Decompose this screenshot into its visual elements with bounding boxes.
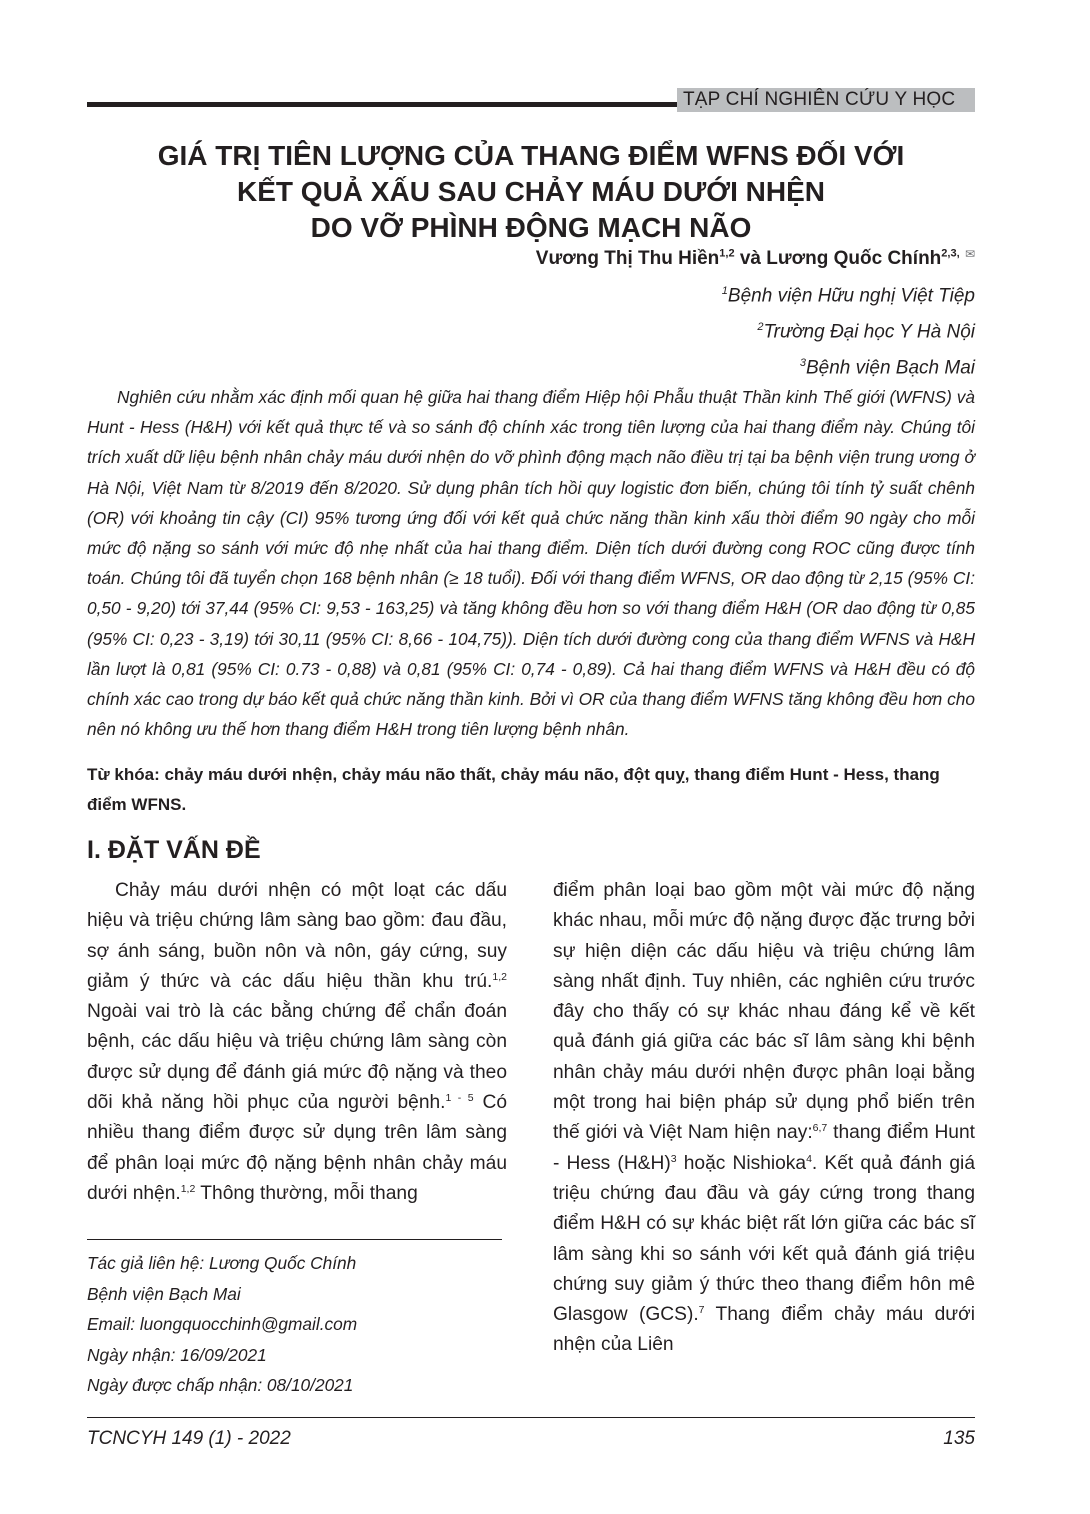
footer-rule: [87, 1417, 975, 1418]
page-number: 135: [943, 1428, 975, 1449]
correspondence-footnote: [87, 1248, 357, 1401]
citation: 1 - 5: [445, 1092, 474, 1105]
journal-issue: TCNCYH 149 (1) - 2022: [87, 1428, 291, 1449]
keywords: Từ khóa: chảy máu dưới nhện, chảy máu não thất, chảy máu não, đột quỵ, thang điểm Hunt - Hess, thang điểm WFNS.: [87, 765, 940, 814]
affiliations: [722, 276, 975, 383]
title-line: DO VỠ PHÌNH ĐỘNG MẠCH NÃO: [310, 212, 752, 243]
title-line: GIÁ TRỊ TIÊN LƯỢNG CỦA THANG ĐIỂM WFNS ĐỐI VỚI: [157, 140, 905, 171]
article-title: [87, 138, 975, 246]
author-affil-ref: 2,3,: [941, 247, 960, 260]
footnote-line: Tác giả liên hệ: Lương Quốc Chính: [87, 1253, 357, 1273]
journal-tag: TẠP CHÍ NGHIÊN CỨU Y HỌC: [677, 88, 975, 112]
title-line: KẾT QUẢ XẤU SAU CHẢY MÁU DƯỚI NHỆN: [237, 176, 825, 207]
citation: 3: [670, 1152, 677, 1165]
author-separator: và: [734, 248, 767, 269]
citation: 4: [806, 1152, 812, 1165]
body-column-right: điểm phân loại bao gồm một vài mức độ nặng khác nhau, mỗi mức độ nặng được đặc trưng bởi sự hiện diện các dấu hiệu và triệu chứng lâm sàng nhất định. Tuy nhiên, các nghiên cứu trước đây cho thấy có sự khác nhau đáng kể về kết quả đánh giá giữa các bác sĩ lâm sàng khi bệnh nhân chảy máu dưới nhện được phân loại bằng một trong hai biện pháp sử dụng phổ biến trên thế giới và Việt Nam hiện nay:$^{6,7}$ thang điểm Hunt - Hess (H&H)$^3$ hoặc Nishioka$^4$. Kết quả đánh giá triệu chứng đau đầu và gáy cứng trong thang điểm H&H có sự khác biệt rất lớn giữa các bác sĩ lâm sàng khi so sánh với kết quả đánh giá triệu chứng suy giảm ý thức theo thang điểm hôn mê Glasgow (GCS).$^7$ Thang điểm chảy máu dưới nhện của Liên: [553, 880, 975, 1356]
footnote-divider: [87, 1239, 502, 1240]
author-name: Lương Quốc Chính: [766, 248, 942, 269]
citation: 7: [698, 1304, 705, 1317]
footnote-line: Ngày được chấp nhận: 08/10/2021: [87, 1375, 354, 1395]
footnote-line: Email: luongquocchinh@gmail.com: [87, 1314, 358, 1334]
affiliation: $^2$Trường Đại học Y Hà Nội: [757, 320, 975, 343]
header-rule: [87, 102, 677, 107]
section-heading: I. ĐẶT VẤN ĐỀ: [87, 836, 261, 864]
citation: 1,2: [492, 970, 507, 983]
citation: 6,7: [812, 1122, 828, 1135]
envelope-icon: ✉: [964, 247, 975, 261]
footnote-line: Ngày nhận: 16/09/2021: [87, 1344, 267, 1365]
author-name: Vương Thị Thu Hiền: [535, 248, 720, 269]
affiliation: $^1$Bệnh viện Hữu nghị Việt Tiệp: [721, 285, 975, 307]
author-affil-ref: 1,2: [719, 247, 735, 260]
authors-line: [536, 247, 975, 270]
affiliation: $^3$Bệnh viện Bạch Mai: [799, 356, 975, 378]
body-column-left: Chảy máu dưới nhện có một loạt các dấu hiệu và triệu chứng lâm sàng bao gồm: đau đầu, sợ ánh sáng, buồn nôn và nôn, gáy cứng, suy giảm ý thức và các dấu hiệu thần khu trú.$^{1,2}$ Ngoài vai trò là các bằng chứng để chẩn đoán bệnh, các dấu hiệu và triệu chứng lâm sàng còn được sử dụng để đánh giá mức độ nặng và theo dõi khả năng hồi phục của người bệnh.$^{1 - 5}$ Có nhiều thang điểm được sử dụng trên lâm sàng để phân loại mức độ nặng bệnh nhân chảy máu dưới nhện.$^{1,2}$ Thông thường, mỗi thang: [87, 880, 508, 1204]
citation: 1,2: [180, 1182, 196, 1195]
abstract: Nghiên cứu nhằm xác định mối quan hệ giữa hai thang điểm Hiệp hội Phẫu thuật Thần kinh Thế giới (WFNS) và Hunt - Hess (H&H) với kết quả thực tế và so sánh độ chính xác trong tiên lượng của hai thang điểm này. Chúng tôi trích xuất dữ liệu bệnh nhân chảy máu dưới nhện do vỡ phình động mạch não điều trị tại ba bệnh viện trung ương ở Hà Nội, Việt Nam từ 8/2019 đến 8/2020. Sử dụng phân tích hồi quy logistic đơn biến, chúng tôi tính tỷ suất chênh (OR) với khoảng tin cậy (CI) 95% tương ứng đối với kết quả chức năng thần kinh xấu thời điểm 90 ngày cho mỗi mức độ nặng so sánh với mức độ nhẹ nhất của hai thang điểm. Diện tích dưới đường cong ROC cũng được tính toán. Chúng tôi đã tuyển chọn 168 bệnh nhân (≥ 18 tuổi). Đối với thang điểm WFNS, OR dao động từ 2,15 (95% CI: 0,50 - 9,20) tới 37,44 (95% CI: 9,53 - 163,25) và tăng không đều hơn so với thang điểm H&H (OR dao động từ 0,85 (95% CI: 0,23 - 3,19) tới 30,11 (95% CI: 8,66 - 104,75)). Diện tích dưới đường cong của thang điểm WFNS và H&H lần lượt là 0,81 (95% CI: 0.73 - 0,88) và 0,81 (95% CI: 0,74 - 0,89). Cả hai thang điểm WFNS và H&H đều có độ chính xác cao trong dự báo kết quả chức năng thần kinh. Bởi vì OR của thang điểm WFNS tăng không đều hơn cho nên nó không ưu thế hơn thang điểm H&H trong tiên lượng bệnh nhân.: [87, 387, 975, 740]
footnote-line: Bệnh viện Bạch Mai: [87, 1283, 241, 1304]
